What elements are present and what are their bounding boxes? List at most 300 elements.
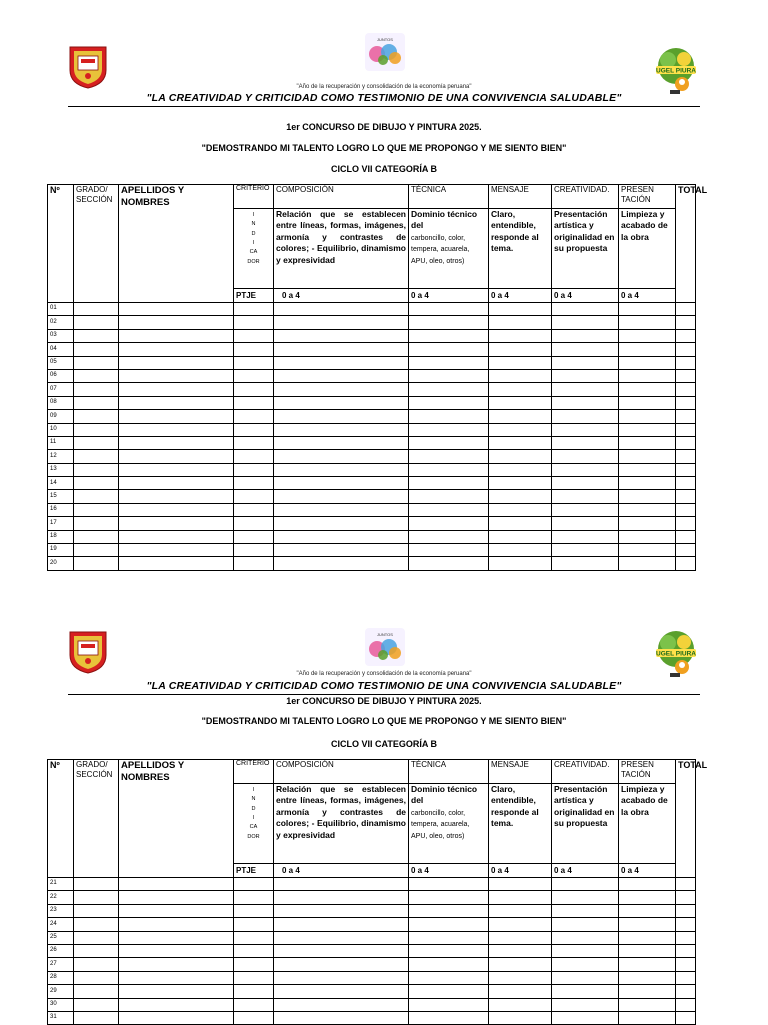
total-score-cell[interactable] (676, 450, 696, 463)
presentacion-score-cell[interactable] (619, 423, 676, 436)
creatividad-score-cell[interactable] (552, 530, 619, 543)
tecnica-score-cell[interactable] (409, 303, 489, 316)
total-score-cell[interactable] (676, 530, 696, 543)
composicion-score-cell[interactable] (274, 918, 409, 931)
tecnica-score-cell[interactable] (409, 891, 489, 904)
nombres-cell[interactable] (119, 517, 234, 530)
nombres-cell[interactable] (119, 998, 234, 1011)
composicion-score-cell[interactable] (274, 878, 409, 891)
criterio-cell[interactable] (234, 503, 274, 516)
composicion-score-cell[interactable] (274, 316, 409, 329)
criterio-cell[interactable] (234, 410, 274, 423)
creatividad-score-cell[interactable] (552, 931, 619, 944)
mensaje-score-cell[interactable] (489, 303, 552, 316)
criterio-cell[interactable] (234, 383, 274, 396)
creatividad-score-cell[interactable] (552, 463, 619, 476)
composicion-score-cell[interactable] (274, 410, 409, 423)
creatividad-score-cell[interactable] (552, 436, 619, 449)
nombres-cell[interactable] (119, 931, 234, 944)
presentacion-score-cell[interactable] (619, 503, 676, 516)
grado-cell[interactable] (74, 530, 119, 543)
total-score-cell[interactable] (676, 944, 696, 957)
mensaje-score-cell[interactable] (489, 931, 552, 944)
tecnica-score-cell[interactable] (409, 998, 489, 1011)
total-score-cell[interactable] (676, 1011, 696, 1024)
presentacion-score-cell[interactable] (619, 557, 676, 570)
grado-cell[interactable] (74, 891, 119, 904)
total-score-cell[interactable] (676, 904, 696, 917)
presentacion-score-cell[interactable] (619, 369, 676, 382)
nombres-cell[interactable] (119, 918, 234, 931)
grado-cell[interactable] (74, 423, 119, 436)
nombres-cell[interactable] (119, 985, 234, 998)
criterio-cell[interactable] (234, 931, 274, 944)
tecnica-score-cell[interactable] (409, 316, 489, 329)
nombres-cell[interactable] (119, 490, 234, 503)
table-row (48, 557, 696, 570)
total-score-cell[interactable] (676, 544, 696, 557)
criterio-cell[interactable] (234, 436, 274, 449)
criterio-cell[interactable] (234, 477, 274, 490)
creatividad-score-cell[interactable] (552, 316, 619, 329)
cycle-category: CICLO VII CATEGORÍA B (330, 164, 437, 174)
presentacion-score-cell[interactable] (619, 517, 676, 530)
total-score-cell[interactable] (676, 891, 696, 904)
criterio-cell[interactable] (234, 517, 274, 530)
criterio-cell[interactable] (234, 329, 274, 342)
criterio-cell[interactable] (234, 918, 274, 931)
total-score-cell[interactable] (676, 463, 696, 476)
mensaje-score-cell[interactable] (489, 1011, 552, 1024)
presentacion-score-cell[interactable] (619, 450, 676, 463)
composicion-score-cell[interactable] (274, 303, 409, 316)
mensaje-score-cell[interactable] (489, 423, 552, 436)
total-score-cell[interactable] (676, 383, 696, 396)
grado-cell[interactable] (74, 396, 119, 409)
grado-cell[interactable] (74, 944, 119, 957)
composicion-score-cell[interactable] (274, 985, 409, 998)
grado-cell[interactable] (74, 369, 119, 382)
total-score-cell[interactable] (676, 329, 696, 342)
row-number: 14 (48, 477, 74, 490)
tecnica-score-cell[interactable] (409, 517, 489, 530)
total-score-cell[interactable] (676, 303, 696, 316)
mensaje-score-cell[interactable] (489, 369, 552, 382)
grado-cell[interactable] (74, 356, 119, 369)
cycle-category: CICLO VII CATEGORÍA B (330, 739, 437, 749)
creatividad-score-cell[interactable] (552, 343, 619, 356)
grado-cell[interactable] (74, 477, 119, 490)
composicion-score-cell[interactable] (274, 450, 409, 463)
grado-cell[interactable] (74, 998, 119, 1011)
composicion-score-cell[interactable] (274, 343, 409, 356)
tecnica-score-cell[interactable] (409, 985, 489, 998)
presentacion-score-cell[interactable] (619, 343, 676, 356)
school-shield-logo (68, 44, 108, 89)
grado-cell[interactable] (74, 544, 119, 557)
nombres-cell[interactable] (119, 423, 234, 436)
nombres-cell[interactable] (119, 410, 234, 423)
composicion-score-cell[interactable] (274, 356, 409, 369)
grado-cell[interactable] (74, 985, 119, 998)
criterio-cell[interactable] (234, 303, 274, 316)
tecnica-score-cell[interactable] (409, 503, 489, 516)
mensaje-score-cell[interactable] (489, 503, 552, 516)
nombres-cell[interactable] (119, 477, 234, 490)
grado-cell[interactable] (74, 303, 119, 316)
presentacion-score-cell[interactable] (619, 316, 676, 329)
grado-cell[interactable] (74, 878, 119, 891)
criterio-cell[interactable] (234, 1011, 274, 1024)
creatividad-score-cell[interactable] (552, 477, 619, 490)
total-score-cell[interactable] (676, 343, 696, 356)
table-row (48, 918, 696, 931)
composicion-score-cell[interactable] (274, 369, 409, 382)
creatividad-score-cell[interactable] (552, 369, 619, 382)
criterio-cell[interactable] (234, 944, 274, 957)
tecnica-score-cell[interactable] (409, 423, 489, 436)
criterion-tecnica-desc: Dominio técnico del carboncillo, color, tempera, acuarela, APU, oleo, otros) (409, 209, 489, 289)
presentacion-score-cell[interactable] (619, 436, 676, 449)
tecnica-score-cell[interactable] (409, 971, 489, 984)
creatividad-score-cell[interactable] (552, 423, 619, 436)
nombres-cell[interactable] (119, 944, 234, 957)
tecnica-score-cell[interactable] (409, 1011, 489, 1024)
nombres-cell[interactable] (119, 544, 234, 557)
composicion-score-cell[interactable] (274, 503, 409, 516)
composicion-score-cell[interactable] (274, 463, 409, 476)
contest-title: 1er CONCURSO DE DIBUJO Y PINTURA 2025. (286, 696, 482, 706)
tecnica-score-cell[interactable] (409, 878, 489, 891)
grado-cell[interactable] (74, 436, 119, 449)
criterio-cell[interactable] (234, 998, 274, 1011)
mensaje-score-cell[interactable] (489, 971, 552, 984)
criterio-cell[interactable] (234, 463, 274, 476)
nombres-cell[interactable] (119, 463, 234, 476)
criterion-composicion-desc: Relación que se establecen entre líneas, formas, imágenes, armonía y contrastes de colores; - Equilibrio, dinamismo y expresividad (274, 209, 409, 289)
grado-cell[interactable] (74, 557, 119, 570)
criterio-cell[interactable] (234, 423, 274, 436)
creatividad-score-cell[interactable] (552, 1011, 619, 1024)
grado-cell[interactable] (74, 971, 119, 984)
presentacion-score-cell[interactable] (619, 1011, 676, 1024)
composicion-score-cell[interactable] (274, 971, 409, 984)
composicion-score-cell[interactable] (274, 490, 409, 503)
presentacion-score-cell[interactable] (619, 383, 676, 396)
row-number: 27 (48, 958, 74, 971)
criterio-cell[interactable] (234, 904, 274, 917)
mensaje-score-cell[interactable] (489, 544, 552, 557)
grado-cell[interactable] (74, 490, 119, 503)
presentacion-score-cell[interactable] (619, 878, 676, 891)
nombres-cell[interactable] (119, 316, 234, 329)
grado-cell[interactable] (74, 503, 119, 516)
creatividad-score-cell[interactable] (552, 557, 619, 570)
total-score-cell[interactable] (676, 369, 696, 382)
composicion-score-cell[interactable] (274, 396, 409, 409)
grado-cell[interactable] (74, 410, 119, 423)
nombres-cell[interactable] (119, 436, 234, 449)
criterio-cell[interactable] (234, 316, 274, 329)
grado-cell[interactable] (74, 904, 119, 917)
tecnica-score-cell[interactable] (409, 490, 489, 503)
total-score-cell[interactable] (676, 931, 696, 944)
presentacion-score-cell[interactable] (619, 958, 676, 971)
composicion-score-cell[interactable] (274, 1011, 409, 1024)
criterion-creatividad-desc: Presentación artística y originalidad en su propuesta (552, 784, 619, 864)
nombres-cell[interactable] (119, 450, 234, 463)
composicion-score-cell[interactable] (274, 436, 409, 449)
presentacion-score-cell[interactable] (619, 303, 676, 316)
presentacion-score-cell[interactable] (619, 477, 676, 490)
presentacion-score-cell[interactable] (619, 396, 676, 409)
creatividad-score-cell[interactable] (552, 918, 619, 931)
tecnica-score-cell[interactable] (409, 544, 489, 557)
creatividad-score-cell[interactable] (552, 878, 619, 891)
composicion-score-cell[interactable] (274, 904, 409, 917)
total-score-cell[interactable] (676, 436, 696, 449)
mensaje-score-cell[interactable] (489, 316, 552, 329)
criterio-cell[interactable] (234, 356, 274, 369)
total-score-cell[interactable] (676, 971, 696, 984)
mensaje-score-cell[interactable] (489, 410, 552, 423)
criterio-cell[interactable] (234, 530, 274, 543)
nombres-cell[interactable] (119, 557, 234, 570)
nombres-cell[interactable] (119, 878, 234, 891)
total-score-cell[interactable] (676, 985, 696, 998)
presentacion-score-cell[interactable] (619, 530, 676, 543)
grado-cell[interactable] (74, 316, 119, 329)
presentacion-score-cell[interactable] (619, 410, 676, 423)
mensaje-score-cell[interactable] (489, 343, 552, 356)
mensaje-score-cell[interactable] (489, 878, 552, 891)
criterio-cell[interactable] (234, 878, 274, 891)
table-head (48, 760, 708, 878)
composicion-score-cell[interactable] (274, 477, 409, 490)
creatividad-score-cell[interactable] (552, 544, 619, 557)
total-score-cell[interactable] (676, 410, 696, 423)
creatividad-score-cell[interactable] (552, 490, 619, 503)
grado-cell[interactable] (74, 958, 119, 971)
nombres-cell[interactable] (119, 369, 234, 382)
nombres-cell[interactable] (119, 383, 234, 396)
presentacion-score-cell[interactable] (619, 931, 676, 944)
composicion-score-cell[interactable] (274, 944, 409, 957)
nombres-cell[interactable] (119, 343, 234, 356)
tecnica-score-cell[interactable] (409, 931, 489, 944)
creatividad-score-cell[interactable] (552, 410, 619, 423)
nombres-cell[interactable] (119, 891, 234, 904)
indicador-label: I N D I CA DOR (234, 784, 274, 864)
creatividad-score-cell[interactable] (552, 329, 619, 342)
presentacion-score-cell[interactable] (619, 998, 676, 1011)
creatividad-score-cell[interactable] (552, 985, 619, 998)
tecnica-score-cell[interactable] (409, 944, 489, 957)
creatividad-score-cell[interactable] (552, 450, 619, 463)
mensaje-score-cell[interactable] (489, 918, 552, 931)
mensaje-score-cell[interactable] (489, 396, 552, 409)
composicion-score-cell[interactable] (274, 557, 409, 570)
tecnica-score-cell[interactable] (409, 450, 489, 463)
mensaje-score-cell[interactable] (489, 383, 552, 396)
tecnica-score-cell[interactable] (409, 383, 489, 396)
presentacion-score-cell[interactable] (619, 490, 676, 503)
tecnica-score-cell[interactable] (409, 918, 489, 931)
nombres-cell[interactable] (119, 1011, 234, 1024)
tecnica-score-cell[interactable] (409, 396, 489, 409)
total-score-cell[interactable] (676, 958, 696, 971)
mensaje-score-cell[interactable] (489, 891, 552, 904)
mensaje-score-cell[interactable] (489, 998, 552, 1011)
mensaje-score-cell[interactable] (489, 450, 552, 463)
mensaje-score-cell[interactable] (489, 477, 552, 490)
grado-cell[interactable] (74, 450, 119, 463)
composicion-score-cell[interactable] (274, 517, 409, 530)
nombres-cell[interactable] (119, 396, 234, 409)
creatividad-score-cell[interactable] (552, 971, 619, 984)
nombres-cell[interactable] (119, 303, 234, 316)
mensaje-score-cell[interactable] (489, 463, 552, 476)
nombres-cell[interactable] (119, 503, 234, 516)
mensaje-score-cell[interactable] (489, 517, 552, 530)
presentacion-score-cell[interactable] (619, 891, 676, 904)
school-shield-logo (68, 629, 108, 674)
criterio-cell[interactable] (234, 544, 274, 557)
grado-cell[interactable] (74, 1011, 119, 1024)
composicion-score-cell[interactable] (274, 530, 409, 543)
presentacion-score-cell[interactable] (619, 971, 676, 984)
nombres-cell[interactable] (119, 356, 234, 369)
total-score-cell[interactable] (676, 998, 696, 1011)
mensaje-score-cell[interactable] (489, 329, 552, 342)
mensaje-score-cell[interactable] (489, 985, 552, 998)
tecnica-score-cell[interactable] (409, 436, 489, 449)
presentacion-score-cell[interactable] (619, 356, 676, 369)
mensaje-score-cell[interactable] (489, 557, 552, 570)
creatividad-score-cell[interactable] (552, 303, 619, 316)
total-score-cell[interactable] (676, 356, 696, 369)
presentacion-score-cell[interactable] (619, 544, 676, 557)
nombres-cell[interactable] (119, 904, 234, 917)
mensaje-score-cell[interactable] (489, 356, 552, 369)
creatividad-score-cell[interactable] (552, 356, 619, 369)
nombres-cell[interactable] (119, 530, 234, 543)
criterio-cell[interactable] (234, 343, 274, 356)
total-score-cell[interactable] (676, 396, 696, 409)
tecnica-score-cell[interactable] (409, 369, 489, 382)
composicion-score-cell[interactable] (274, 383, 409, 396)
total-score-cell[interactable] (676, 878, 696, 891)
criterio-cell[interactable] (234, 369, 274, 382)
presentacion-score-cell[interactable] (619, 944, 676, 957)
tecnica-score-cell[interactable] (409, 463, 489, 476)
mensaje-score-cell[interactable] (489, 490, 552, 503)
grado-cell[interactable] (74, 383, 119, 396)
creatividad-score-cell[interactable] (552, 891, 619, 904)
creatividad-score-cell[interactable] (552, 958, 619, 971)
composicion-score-cell[interactable] (274, 958, 409, 971)
criterio-cell[interactable] (234, 985, 274, 998)
total-score-cell[interactable] (676, 503, 696, 516)
creatividad-score-cell[interactable] (552, 904, 619, 917)
mensaje-score-cell[interactable] (489, 944, 552, 957)
creatividad-score-cell[interactable] (552, 503, 619, 516)
tecnica-score-cell[interactable] (409, 410, 489, 423)
grado-cell[interactable] (74, 329, 119, 342)
criterio-cell[interactable] (234, 971, 274, 984)
nombres-cell[interactable] (119, 958, 234, 971)
total-score-cell[interactable] (676, 490, 696, 503)
composicion-score-cell[interactable] (274, 931, 409, 944)
criterio-cell[interactable] (234, 396, 274, 409)
grado-cell[interactable] (74, 463, 119, 476)
row-number: 30 (48, 998, 74, 1011)
presentacion-score-cell[interactable] (619, 329, 676, 342)
nombres-cell[interactable] (119, 329, 234, 342)
grado-cell[interactable] (74, 343, 119, 356)
year-line: "Año de la recuperación y consolidación de la economía peruana" (296, 84, 472, 90)
table-row (48, 931, 696, 944)
presentacion-score-cell[interactable] (619, 985, 676, 998)
composicion-score-cell[interactable] (274, 544, 409, 557)
composicion-score-cell[interactable] (274, 998, 409, 1011)
total-score-cell[interactable] (676, 517, 696, 530)
creatividad-score-cell[interactable] (552, 383, 619, 396)
mensaje-score-cell[interactable] (489, 436, 552, 449)
criterio-cell[interactable] (234, 557, 274, 570)
mensaje-score-cell[interactable] (489, 904, 552, 917)
mensaje-score-cell[interactable] (489, 958, 552, 971)
row-number: 10 (48, 423, 74, 436)
tecnica-score-cell[interactable] (409, 958, 489, 971)
composicion-score-cell[interactable] (274, 891, 409, 904)
total-score-cell[interactable] (676, 477, 696, 490)
criterio-cell[interactable] (234, 490, 274, 503)
tecnica-score-cell[interactable] (409, 329, 489, 342)
criterio-cell[interactable] (234, 958, 274, 971)
grado-cell[interactable] (74, 931, 119, 944)
tecnica-score-cell[interactable] (409, 530, 489, 543)
nombres-cell[interactable] (119, 971, 234, 984)
tecnica-score-cell[interactable] (409, 477, 489, 490)
row-number: 21 (48, 878, 74, 891)
total-score-cell[interactable] (676, 316, 696, 329)
creatividad-score-cell[interactable] (552, 517, 619, 530)
creatividad-score-cell[interactable] (552, 944, 619, 957)
tecnica-score-cell[interactable] (409, 557, 489, 570)
tecnica-score-cell[interactable] (409, 904, 489, 917)
tecnica-score-cell[interactable] (409, 356, 489, 369)
presentacion-score-cell[interactable] (619, 904, 676, 917)
criterio-cell[interactable] (234, 450, 274, 463)
criterion-range: 0 a 4 (409, 864, 489, 878)
grado-cell[interactable] (74, 918, 119, 931)
total-score-cell[interactable] (676, 423, 696, 436)
presentacion-score-cell[interactable] (619, 463, 676, 476)
tecnica-score-cell[interactable] (409, 343, 489, 356)
mensaje-score-cell[interactable] (489, 530, 552, 543)
presentacion-score-cell[interactable] (619, 918, 676, 931)
creatividad-score-cell[interactable] (552, 998, 619, 1011)
creatividad-score-cell[interactable] (552, 396, 619, 409)
grado-cell[interactable] (74, 517, 119, 530)
criterion-creatividad-desc: Presentación artística y originalidad en su propuesta (552, 209, 619, 289)
criterio-cell[interactable] (234, 891, 274, 904)
total-score-cell[interactable] (676, 918, 696, 931)
composicion-score-cell[interactable] (274, 423, 409, 436)
total-score-cell[interactable] (676, 557, 696, 570)
composicion-score-cell[interactable] (274, 329, 409, 342)
